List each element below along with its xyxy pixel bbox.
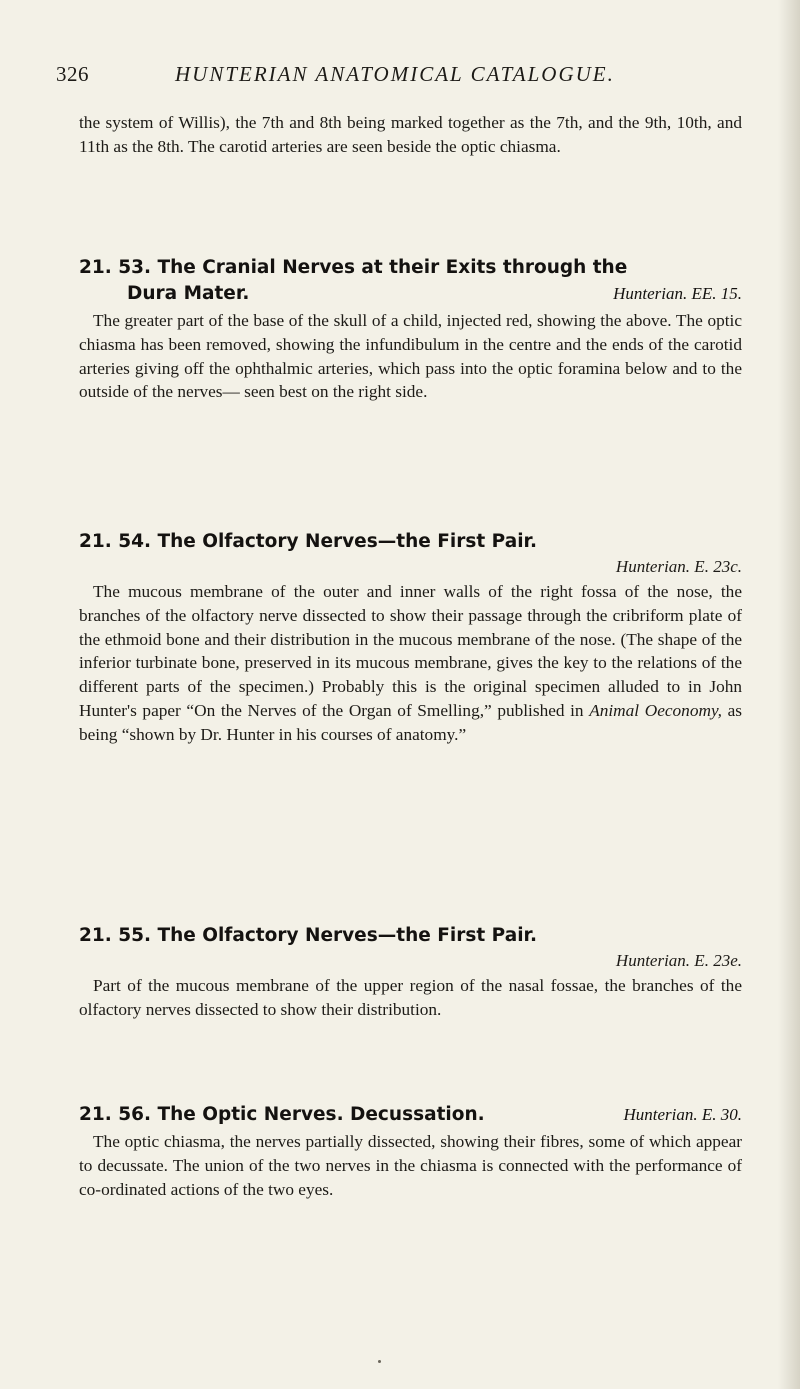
entry-title-line2: Dura Mater. [127, 283, 250, 304]
catalogue-entry [79, 923, 742, 1022]
entry-body-text-end: as being “shown by Dr. Hunter in his courses of anatomy.” [79, 700, 742, 744]
catalogue-entry [79, 255, 742, 404]
entry-title: The Cranial Nerves at their Exits through the [157, 257, 628, 278]
entry-heading [79, 923, 742, 949]
page-speck [378, 1360, 381, 1363]
entry-body: Part of the mucous membrane of the upper region of the nasal fossae, the branches of the olfactory nerves dissected to show their distribution. [79, 976, 742, 1019]
entry-number: 21. 54. [79, 531, 151, 552]
entry-number: 21. 56. [79, 1104, 151, 1125]
entry-number: 21. 55. [79, 925, 151, 946]
entry-heading [79, 1102, 742, 1128]
entry-title-continued [79, 281, 742, 307]
entry-number: 21. 53. [79, 257, 151, 278]
opening-paragraph: the system of Willis), the 7th and 8th being marked together as the 7th, and the 9th, 10th, and 11th as the 8th. The carotid arteries are seen beside the optic chiasma. [79, 113, 742, 156]
entry-body: The optic chiasma, the nerves partially dissected, showing their fibres, some of which appear to decussate. The union of the two nerves in the chiasma is connected with the performance of co-ordinated actions of the two eyes. [79, 1132, 742, 1199]
catalogue-entry [79, 529, 742, 747]
entry-reference: Hunterian. E. 23c. [615, 557, 742, 576]
entry-title: The Olfactory Nerves—the First Pair. [157, 925, 538, 946]
entry-heading [79, 529, 742, 555]
entry-body [79, 580, 742, 747]
entry-title: The Olfactory Nerves—the First Pair. [157, 531, 538, 552]
running-head [56, 52, 756, 92]
page-edge-shadow [778, 0, 800, 1389]
entry-reference: Hunterian. E. 23e. [615, 951, 742, 970]
entry-title: The Optic Nerves. Decussation. [157, 1104, 485, 1125]
entry-reference: Hunterian. E. 30. [623, 1105, 742, 1124]
entry-body: The greater part of the base of the skull of a child, injected red, showing the above. The optic chiasma has been removed, showing the infundibulum in the centre and the ends of the carotid arteries giving off the ophthalmic arteries, which pass into the optic foramina below and to the outside of the nerves— seen best on the right side. [79, 311, 742, 402]
entry-body-text: The mucous membrane of the outer and inner walls of the right fossa of the nose, the branches of the olfactory nerve dissected to show their passage through the cribriform plate of the ethmoid bone and their distribution in the mucous membrane of the nose. (The shape of the inferior turbinate bone, preserved in its mucous membrane, gives the key to the relations of the different parts of the specimen.) Probably this is the original specimen alluded to in John Hunter's paper “On the Nerves of the Organ of Smelling,” published in [79, 582, 742, 720]
page-number: 326 [56, 62, 89, 86]
entry-reference: Hunterian. EE. 15. [613, 284, 742, 303]
publication-title: Animal Oeconomy, [589, 700, 722, 720]
entry-heading [79, 255, 742, 307]
catalogue-entry [79, 1102, 742, 1201]
running-title: HUNTERIAN ANATOMICAL CATALOGUE. [175, 62, 615, 86]
